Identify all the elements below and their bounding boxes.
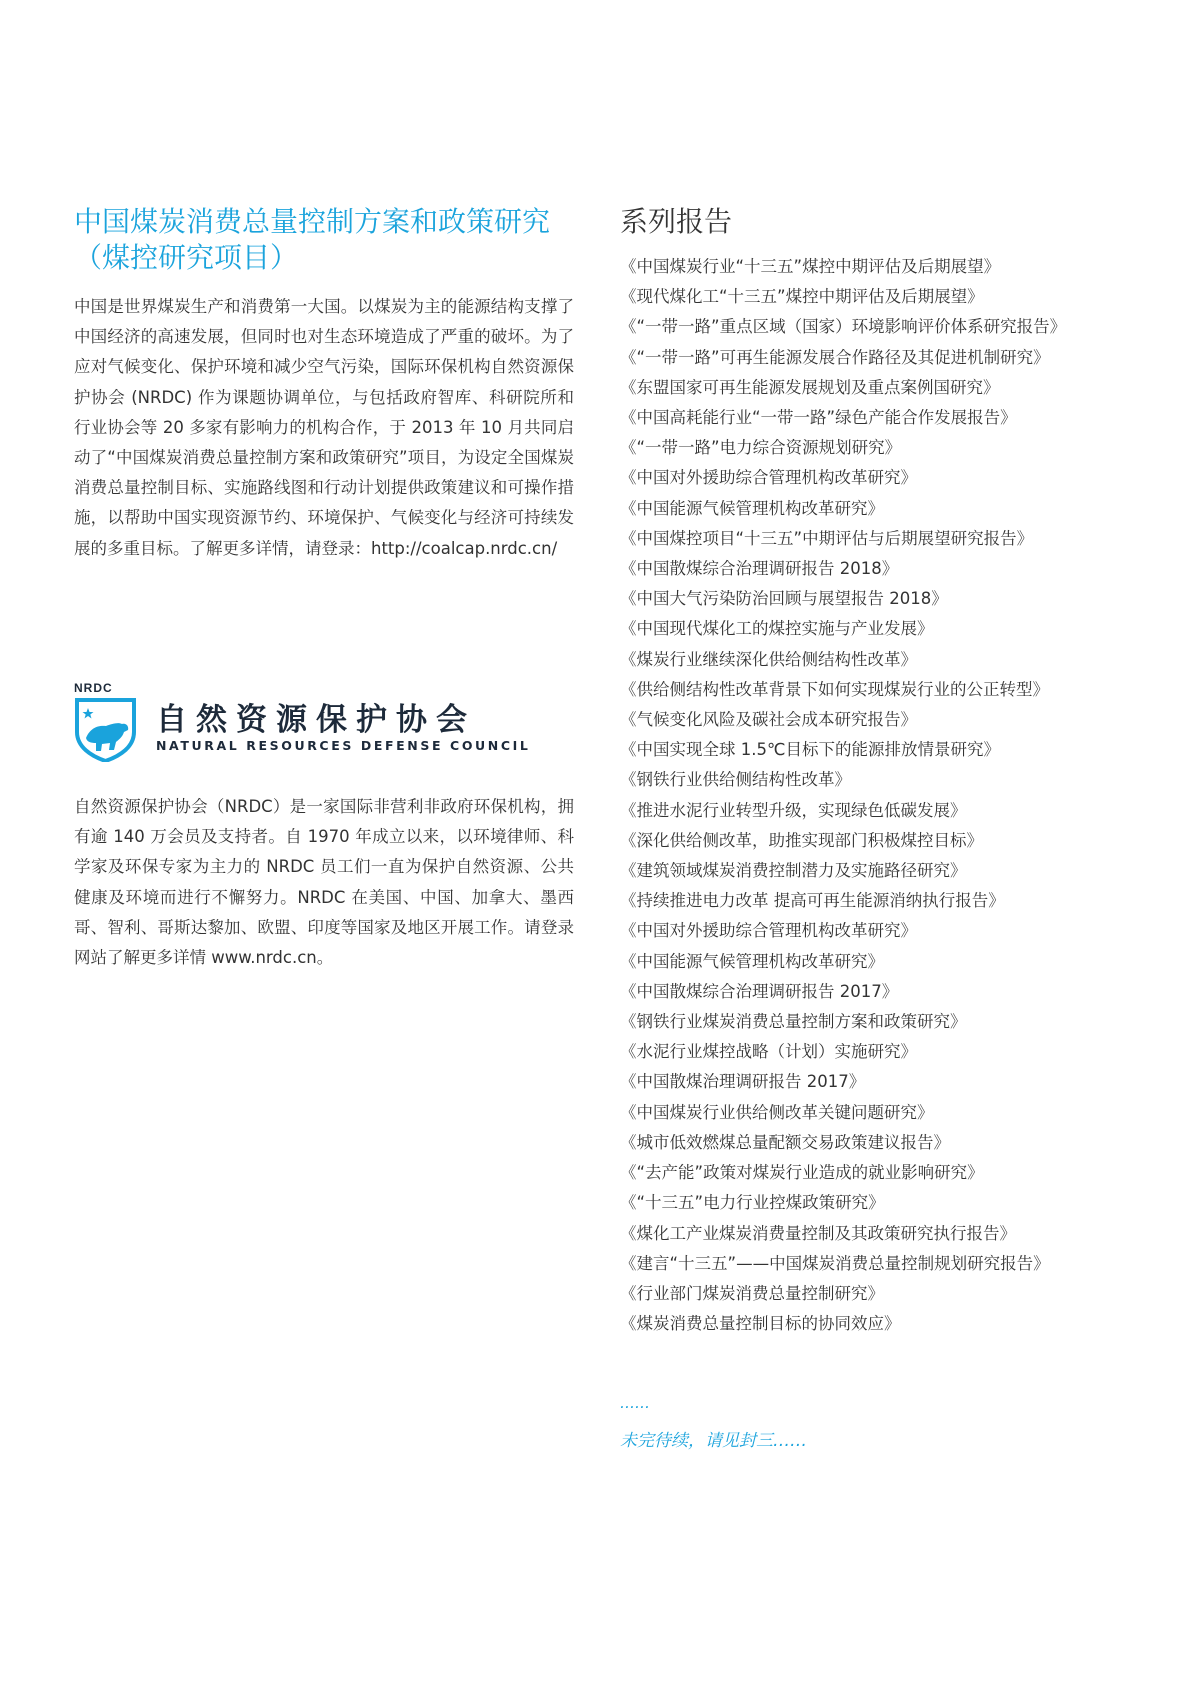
report-item: 《煤化工产业煤炭消费量控制及其政策研究执行报告》 [620, 1223, 1016, 1243]
report-item: 《现代煤化工“十三五”煤控中期评估及后期展望》 [620, 287, 984, 307]
logo-abbr: NRDC [74, 682, 113, 695]
report-item: 《中国高耗能行业“一带一路”绿色产能合作发展报告》 [620, 408, 1017, 428]
report-item: 《中国煤炭行业“十三五”煤控中期评估及后期展望》 [620, 257, 1001, 276]
report-item: 《中国煤控项目“十三五”中期评估与后期展望研究报告》 [620, 528, 1034, 548]
report-item: 《中国对外援助综合管理机构改革研究》 [620, 468, 917, 488]
report-item: 《中国煤炭行业供给侧改革关键问题研究》 [620, 1102, 934, 1122]
project-section [74, 200, 574, 564]
report-item: 《推进水泥行业转型升级，实现绿色低碳发展》 [620, 800, 967, 820]
report-list [620, 252, 1140, 1339]
report-item: 《行业部门煤炭消费总量控制研究》 [620, 1283, 884, 1303]
project-title [74, 204, 574, 276]
report-item: 《钢铁行业供给侧结构性改革》 [620, 770, 851, 790]
report-item: 《供给侧结构性改革背景下如何实现煤炭行业的公正转型》 [620, 679, 1049, 699]
report-item: 《东盟国家可再生能源发展规划及重点案例国研究》 [620, 377, 1000, 397]
polar-bear-shield-icon [74, 682, 144, 762]
series-section [620, 200, 1140, 1339]
ellipsis: …… [620, 1394, 650, 1412]
report-item: 《中国对外援助综合管理机构改革研究》 [620, 921, 917, 941]
report-item: 《中国散煤治理调研报告 2017》 [620, 1072, 866, 1092]
report-item: 《城市低效燃煤总量配额交易政策建议报告》 [620, 1132, 950, 1152]
report-item: 《“一带一路”可再生能源发展合作路径及其促进机制研究》 [620, 347, 1050, 367]
report-item: 《中国大气污染防治回顾与展望报告 2018》 [620, 589, 948, 609]
nrdc-logo [74, 682, 534, 772]
report-item: 《水泥行业煤控战略（计划）实施研究》 [620, 1042, 917, 1062]
nrdc-description: 自然资源保护协会（NRDC）是一家国际非营利非政府环保机构，拥有逾 140 万会员及支持者。自 1970 年成立以来，以环境律师、科学家及环保专家为主力的 NRDC 员工们一直为保护自然资源、公共健康及环境而进行不懈努力。NRDC 在美国、中国、加拿大、墨西哥、智利、哥斯达黎加、欧盟、印度等国家及地区开展工作。请登录网站了解更多详情 www.nrdc.cn。 [74, 797, 574, 968]
report-item: 《“一带一路”电力综合资源规划研究》 [620, 438, 902, 458]
report-item: 《“一带一路”重点区域（国家）环境影响评价体系研究报告》 [620, 317, 1067, 337]
logo-name-en: NATURAL RESOURCES DEFENSE COUNCIL [156, 738, 531, 753]
project-description: 中国是世界煤炭生产和消费第一大国。以煤炭为主的能源结构支撑了中国经济的高速发展，但同时也对生态环境造成了严重的破坏。为了应对气候变化、保护环境和减少空气污染，国际环保机构自然资源保护协会 (NRDC) 作为课题协调单位，与包括政府智库、科研院所和行业协会等 20 多家有影响力的机构合作，于 2013 年 10 月共同启动了“中国煤炭消费总量控制方案和政策研究”项目，为设定全国煤炭消费总量控制目标、实施路线图和行动计划提供政策建议和可操作措施，以帮助中国实现资源节约、环境保护、气候变化与经济可持续发展的多重目标。了解更多详情，请登录：http://coalcap.nrdc.cn/ [74, 297, 574, 558]
report-item: 《煤炭消费总量控制目标的协同效应》 [620, 1314, 901, 1334]
report-item: 《中国能源气候管理机构改革研究》 [620, 951, 884, 971]
report-item: 《钢铁行业煤炭消费总量控制方案和政策研究》 [620, 1012, 967, 1032]
report-item: 《煤炭行业继续深化供给侧结构性改革》 [620, 649, 917, 669]
report-item: 《建筑领域煤炭消费控制潜力及实施路径研究》 [620, 861, 967, 881]
report-item: 《“十三五”电力行业控煤政策研究》 [620, 1193, 885, 1213]
report-item: 《中国现代煤化工的煤控实施与产业发展》 [620, 619, 934, 639]
series-title: 系列报告 [620, 205, 733, 238]
report-item: 《深化供给侧改革，助推实现部门积极煤控目标》 [620, 830, 983, 850]
report-item: 《建言“十三五”——中国煤炭消费总量控制规划研究报告》 [620, 1253, 1050, 1273]
report-item: 《中国散煤综合治理调研报告 2017》 [620, 981, 899, 1001]
report-item: 《“去产能”政策对煤炭行业造成的就业影响研究》 [620, 1163, 984, 1183]
report-item: 《中国实现全球 1.5℃目标下的能源排放情景研究》 [620, 740, 1001, 760]
nrdc-section [74, 792, 574, 973]
continued-note: 未完待续，请见封三…… [620, 1431, 807, 1451]
project-title-line1: 中国煤炭消费总量控制方案和政策研究 [74, 205, 551, 238]
report-item: 《中国散煤综合治理调研报告 2018》 [620, 559, 899, 579]
report-item: 《气候变化风险及碳社会成本研究报告》 [620, 710, 917, 730]
report-item: 《持续推进电力改革 提高可再生能源消纳执行报告》 [620, 891, 1005, 911]
logo-name-cn: 自然资源保护协会 [156, 702, 476, 738]
report-item: 《中国能源气候管理机构改革研究》 [620, 498, 884, 518]
project-title-line2: （煤控研究项目） [74, 241, 299, 274]
